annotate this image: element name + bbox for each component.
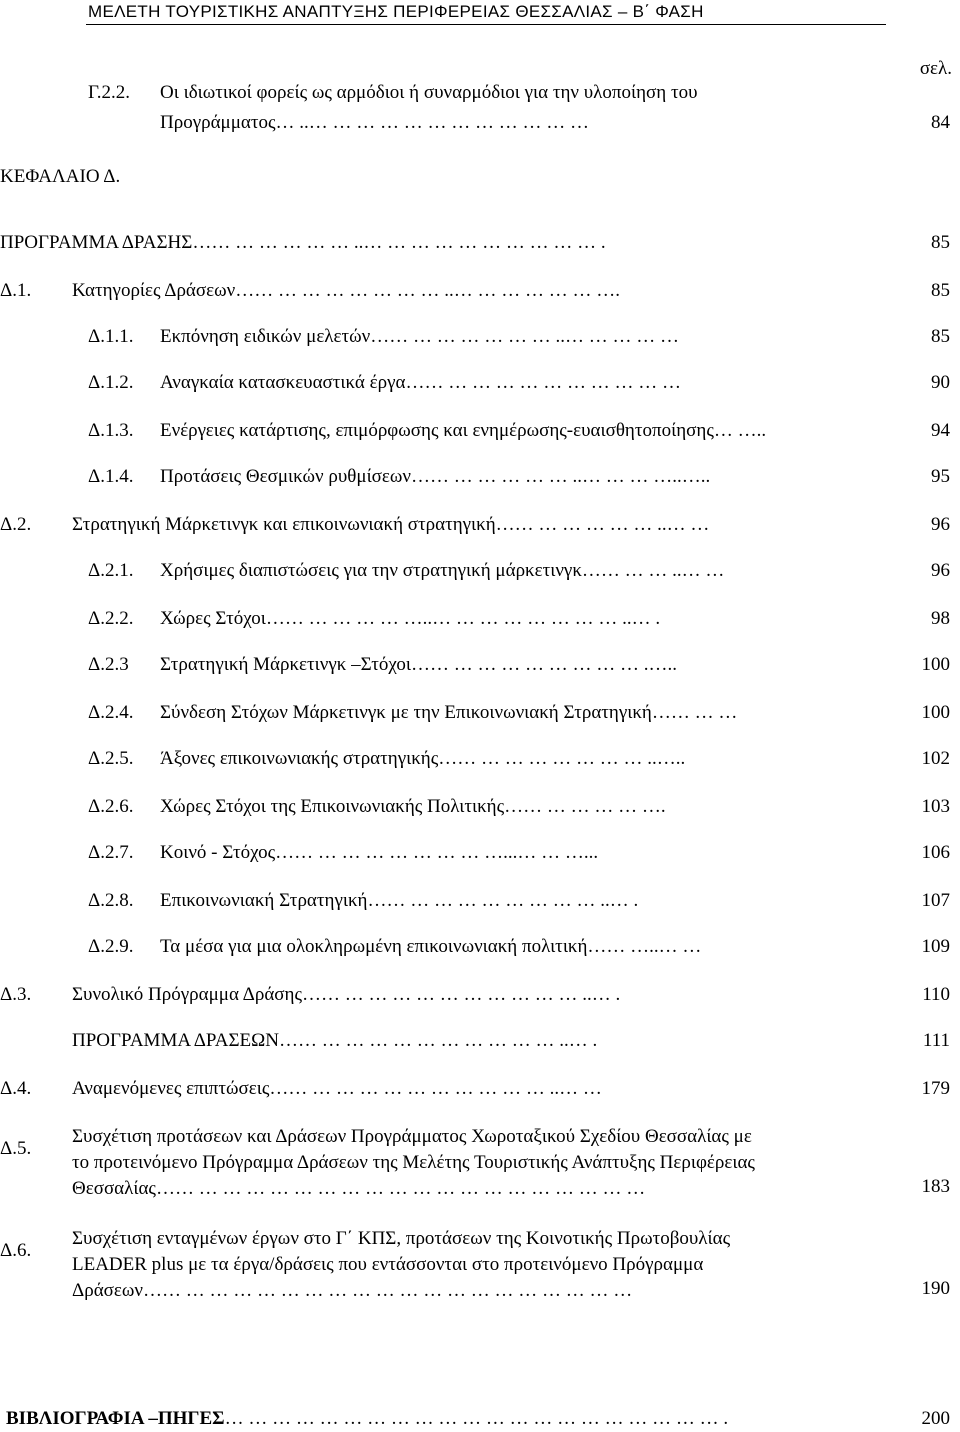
toc-entry-page: 96 <box>931 514 950 535</box>
toc-entry-page: 102 <box>921 748 950 769</box>
page-column-label: σελ. <box>919 58 952 79</box>
toc-entry-title: ΠΡΟΓΡΑΜΜΑ ΔΡΑΣΕΩΝ…… … … … … … … … … … … ..… . <box>72 1030 598 1051</box>
header-rule <box>86 24 886 25</box>
toc-entry-page: 85 <box>931 326 950 347</box>
toc-entry-page: 109 <box>921 936 950 957</box>
toc-entry-title: Στρατηγική Μάρκετινγκ –Στόχοι…… … … … … … … … … .….. <box>160 654 678 675</box>
toc-entry-title-line2: Προγράμματος… ..… … … … … … … … … … … … <box>160 112 590 133</box>
toc-entry-number: Δ.6. <box>0 1240 32 1261</box>
toc-entry-number: Δ.2.8. <box>88 890 134 911</box>
toc-entry-number: Δ.1.3. <box>88 420 134 441</box>
toc-entry-title-line: το προτεινόμενο Πρόγραμμα Δράσεων της Μελέτης Τουριστικής Ανάπτυξης Περιφέρειας <box>72 1152 755 1173</box>
toc-entry-page: 183 <box>921 1176 950 1197</box>
toc-entry-page: 107 <box>921 890 950 911</box>
toc-entry-title: Αναμενόμενες επιπτώσεις…… … … … … … … … … … … ..… … <box>72 1078 602 1099</box>
toc-entry-number: Δ.2. <box>0 514 32 535</box>
toc-entry-title-line: LEADER plus με τα έργα/δράσεις που εντάσσονται στο προτεινόμενο Πρόγραμμα <box>72 1254 704 1275</box>
toc-entry-page: 98 <box>931 608 950 629</box>
toc-entry-title: Στρατηγική Μάρκετινγκ και επικοινωνιακή στρατηγική…… … … … … … ..… … <box>72 514 710 535</box>
toc-entry-title: Προτάσεις Θεσμικών ρυθμίσεων…… … … … … … ..… … … …..….. <box>160 466 711 487</box>
toc-entry-title: Αναγκαία κατασκευαστικά έργα…… … … … … … … … … … … <box>160 372 681 393</box>
toc-entry-number: Δ.2.4. <box>88 702 134 723</box>
toc-entry-number: Δ.2.3 <box>88 654 129 675</box>
toc-entry-page: 84 <box>931 112 950 133</box>
toc-entry-page: 85 <box>931 280 950 301</box>
toc-entry-page: 190 <box>921 1278 950 1299</box>
toc-entry-title: Τα μέσα για μια ολοκληρωμένη επικοινωνιακή πολιτική…… …..… … <box>160 936 702 957</box>
toc-entry-number: Δ.2.5. <box>88 748 134 769</box>
toc-entry-page: 111 <box>922 1030 950 1051</box>
toc-entry-title: Κοινό - Στόχος…… … … … … … … … …...… … …... <box>160 842 599 863</box>
toc-entry-number: Δ.4. <box>0 1078 32 1099</box>
toc-entry-title: Ενέργειες κατάρτισης, επιμόρφωσης και ενημέρωσης-ευαισθητοποίησης… ….. <box>160 420 767 441</box>
toc-entry-title: Χώρες Στόχοι της Επικοινωνιακής Πολιτικής…… … … … … …. <box>160 796 666 817</box>
toc-entry-number: Δ.1.1. <box>88 326 134 347</box>
toc-entry-number: Δ.2.7. <box>88 842 134 863</box>
toc-entry-page: 95 <box>931 466 950 487</box>
toc-entry-title: ΚΕΦΑΛΑΙΟ Δ. <box>0 166 121 187</box>
bibliography-title: ΒΙΒΛΙΟΓΡΑΦΙΑ –ΠΗΓΕΣ <box>6 1408 225 1429</box>
toc-entry-page: 106 <box>921 842 950 863</box>
toc-entry-number: Γ.2.2. <box>88 82 130 103</box>
toc-entry-number: Δ.2.2. <box>88 608 134 629</box>
bibliography-page: 200 <box>921 1408 950 1429</box>
toc-entry-title: ΠΡΟΓΡΑΜΜΑ ΔΡΑΣΗΣ…… … … … … … ..… … … … … … … … … … . <box>0 232 606 253</box>
toc-entry-page: 94 <box>931 420 950 441</box>
toc-entry-page: 100 <box>921 702 950 723</box>
toc-entry-page: 110 <box>922 984 950 1005</box>
toc-entry-number: Δ.2.9. <box>88 936 134 957</box>
toc-entry-page: 179 <box>921 1078 950 1099</box>
toc-entry-title-line: Συσχέτιση ενταγμένων έργων στο Γ΄ ΚΠΣ, προτάσεων της Κοινοτικής Πρωτοβουλίας <box>72 1228 731 1249</box>
toc-entry-title: Χρήσιμες διαπιστώσεις για την στρατηγική μάρκετινγκ…… … … ..… … <box>160 560 725 581</box>
toc-entry-title: Σύνδεση Στόχων Μάρκετινγκ με την Επικοινωνιακή Στρατηγική…… … … <box>160 702 738 723</box>
toc-entry-page: 100 <box>921 654 950 675</box>
toc-entry-title-line: Θεσσαλίας…… … … … … … … … … … … … … … … … … … … … <box>72 1178 646 1199</box>
toc-entry-page: 103 <box>921 796 950 817</box>
toc-entry-title: Χώρες Στόχοι…… … … … … …..… … … … … … … … ..… . <box>160 608 661 629</box>
bibliography-dots: … … … … … … … … … … … … … … … … … … … … … . <box>224 1408 729 1429</box>
toc-entry-title: Συνολικό Πρόγραμμα Δράσης…… … … … … … … … … … … ..… . <box>72 984 621 1005</box>
toc-entry-number: Δ.2.6. <box>88 796 134 817</box>
running-header: ΜΕΛΕΤΗ ΤΟΥΡΙΣΤΙΚΗΣ ΑΝΑΠΤΥΞΗΣ ΠΕΡΙΦΕΡΕΙΑΣ ΘΕΣΣΑΛΙΑΣ – Β΄ ΦΑΣΗ <box>88 2 704 21</box>
toc-entry-number: Δ.1.4. <box>88 466 134 487</box>
toc-entry-page: 90 <box>931 372 950 393</box>
toc-entry-number: Δ.2.1. <box>88 560 134 581</box>
toc-entry-number: Δ.1.2. <box>88 372 134 393</box>
toc-entry-title-line: Δράσεων…… … … … … … … … … … … … … … … … … … … … <box>72 1280 633 1301</box>
toc-entry-number: Δ.3. <box>0 984 32 1005</box>
bibliography-entry[interactable] <box>6 1406 728 1432</box>
toc-entry-number: Δ.5. <box>0 1138 32 1159</box>
toc-entry-title: Άξονες επικοινωνιακής στρατηγικής…… … … … … … … … ..….. <box>160 748 686 769</box>
toc-entry-title: Επικοινωνιακή Στρατηγική…… … … … … … … … … ..… . <box>160 890 639 911</box>
toc-entry-number: Δ.1. <box>0 280 32 301</box>
toc-entry-title: Οι ιδιωτικοί φορείς ως αρμόδιοι ή συναρμόδιοι για την υλοποίηση του <box>160 82 698 103</box>
toc-entry-page: 85 <box>931 232 950 253</box>
toc-entry-title: Εκπόνηση ειδικών μελετών…… … … … … … … ..… … … … … <box>160 326 679 347</box>
toc-entry-title-line: Συσχέτιση προτάσεων και Δράσεων Προγράμματος Χωροταξικού Σχεδίου Θεσσαλίας με <box>72 1126 752 1147</box>
toc-entry-title: Κατηγορίες Δράσεων…… … … … … … … … ..… … … … … … …. <box>72 280 620 301</box>
toc-entry-page: 96 <box>931 560 950 581</box>
